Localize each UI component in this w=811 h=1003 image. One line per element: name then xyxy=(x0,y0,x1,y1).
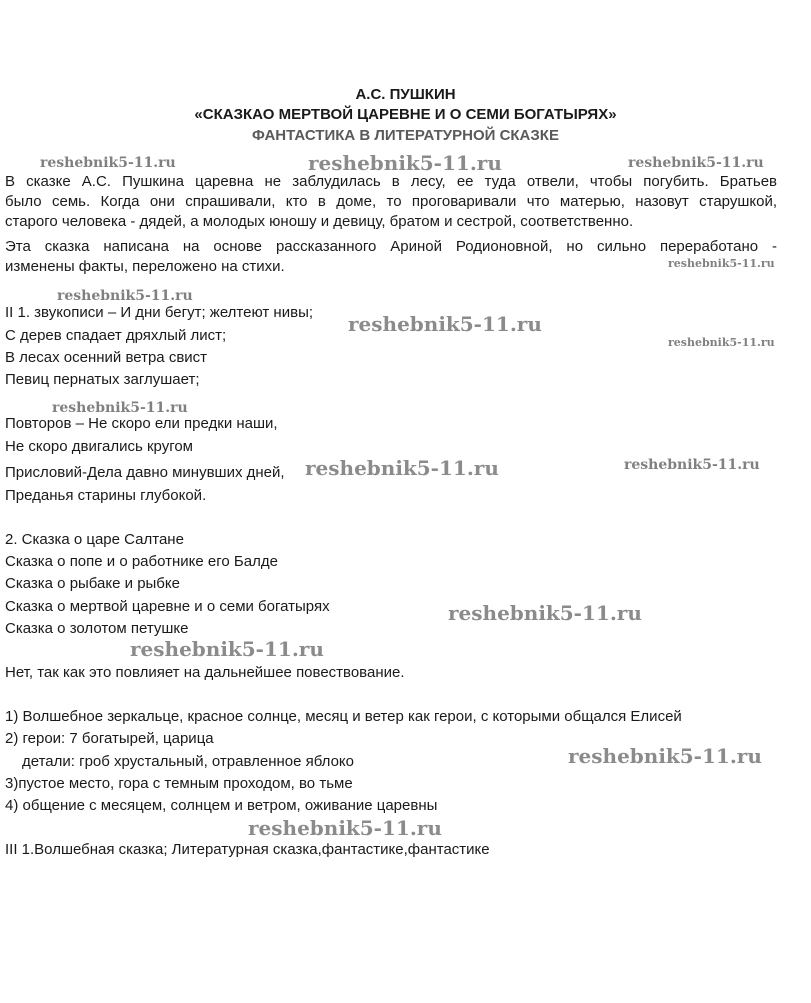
section-line: Преданья старины глубокой. xyxy=(5,487,207,504)
section-line: II 1. звукописи – И дни бегут; желтеют нивы; xyxy=(5,304,314,321)
watermark: reshebnik5-11.ru xyxy=(668,336,775,349)
section-line: В лесах осенний ветра свист xyxy=(5,349,208,366)
intro-line: В сказке А.С. Пушкина царевна не заблудилась в лесу, ее туда отвели, чтобы погубить. Братьев xyxy=(5,173,777,190)
watermark: reshebnik5-11.ru xyxy=(40,155,176,171)
list-item: 3)пустое место, гора с темным проходом, во тьме xyxy=(5,775,353,792)
intro-line: было семь. Когда они спрашивали, кто в доме, то проговаривали что матерью, назовут старушкой, xyxy=(5,193,777,210)
list-item: 2) герои: 7 богатырей, царица xyxy=(5,730,214,747)
watermark: reshebnik5-11.ru xyxy=(308,151,502,175)
section-line: Не скоро двигались кругом xyxy=(5,438,193,455)
intro-line: изменены факты, переложено на стихи. xyxy=(5,258,285,275)
watermark: reshebnik5-11.ru xyxy=(305,456,499,480)
list-item: детали: гроб хрустальный, отравленное яблоко xyxy=(22,753,354,770)
intro-paragraph-1 xyxy=(5,172,777,232)
list-item: 4) общение с месяцем, солнцем и ветром, оживание царевны xyxy=(5,797,438,814)
tale-line: 2. Сказка о царе Салтане xyxy=(5,531,184,548)
author-heading: А.С. ПУШКИН xyxy=(355,86,456,103)
watermark: reshebnik5-11.ru xyxy=(448,601,642,625)
watermark: reshebnik5-11.ru xyxy=(130,637,324,661)
list-item: 1) Волшебное зеркальце, красное солнце, месяц и ветер как герои, с которыми общался Елисей xyxy=(5,708,682,725)
intro-line: старого человека - дядей, а молодых юношу и девицу, братом и сестрой, соответственно. xyxy=(5,213,634,230)
section-line: Повторов – Не скоро ели предки наши, xyxy=(5,415,278,432)
list-item: III 1.Волшебная сказка; Литературная сказка,фантастике,фантастике xyxy=(5,841,490,858)
tale-line: Сказка о попе и о работнике его Балде xyxy=(5,553,278,570)
intro-line: Эта сказка написана на основе рассказанного Ариной Родионовной, но сильно переработано - xyxy=(5,238,777,255)
watermark: reshebnik5-11.ru xyxy=(568,744,762,768)
section-line: Присловий-Дела давно минувших дней, xyxy=(5,464,285,481)
tale-line: Сказка о мертвой царевне и о семи богатырях xyxy=(5,598,330,615)
subtitle-heading: ФАНТАСТИКА В ЛИТЕРАТУРНОЙ СКАЗКЕ xyxy=(252,127,559,144)
title-heading: «СКАЗКАО МЕРТВОЙ ЦАРЕВНЕ И О СЕМИ БОГАТЫРЯХ» xyxy=(194,106,617,123)
section-line: С дерев спадает дряхлый лист; xyxy=(5,327,227,344)
answer-line: Нет, так как это повлияет на дальнейшее повествование. xyxy=(5,664,405,681)
watermark: reshebnik5-11.ru xyxy=(624,457,760,473)
watermark: reshebnik5-11.ru xyxy=(57,288,193,304)
watermark: reshebnik5-11.ru xyxy=(348,312,542,336)
watermark: reshebnik5-11.ru xyxy=(52,400,188,416)
watermark: reshebnik5-11.ru xyxy=(248,816,442,840)
tale-line: Сказка о рыбаке и рыбке xyxy=(5,575,180,592)
tale-line: Сказка о золотом петушке xyxy=(5,620,189,637)
section-line: Певиц пернатых заглушает; xyxy=(5,371,200,388)
watermark: reshebnik5-11.ru xyxy=(668,257,775,270)
watermark: reshebnik5-11.ru xyxy=(628,155,764,171)
intro-paragraph-2 xyxy=(5,237,777,277)
